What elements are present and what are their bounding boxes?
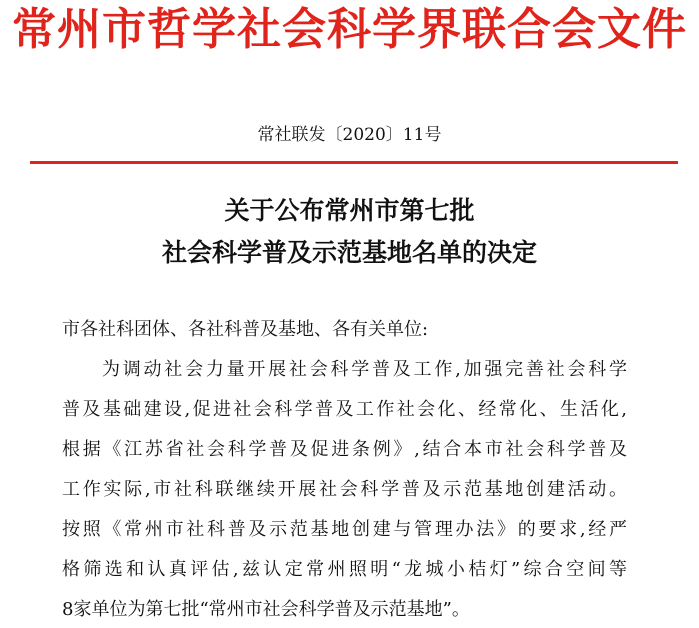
document-masthead: 常州市哲学社会科学界联合会文件 <box>12 4 687 55</box>
document-number: 常社联发〔2020〕11号 <box>257 125 442 145</box>
body-line-7: 8家单位为第七批“常州市社会科学普及示范基地”。 <box>62 599 470 620</box>
document-title-line-1: 关于公布常州市第七批 <box>224 196 475 225</box>
body-line-5: 按照《常州市社科普及示范基地创建与管理办法》的要求,经严 <box>62 519 627 540</box>
salutation: 市各社科团体、各社科普及基地、各有关单位: <box>62 319 429 340</box>
red-divider-line <box>30 161 678 164</box>
body-line-1: 为调动社会力量开展社会科学普及工作,加强完善社会科学 <box>102 359 627 380</box>
body-line-6: 格筛选和认真评估,兹认定常州照明“龙城小桔灯”综合空间等 <box>62 559 627 580</box>
body-line-2: 普及基础建设,促进社会科学普及工作社会化、经常化、生活化, <box>62 399 627 420</box>
body-line-4: 工作实际,市社科联继续开展社会科学普及示范基地创建活动。 <box>62 479 627 500</box>
document-title-line-2: 社会科学普及示范基地名单的决定 <box>161 238 537 267</box>
body-line-3: 根据《江苏省社会科学普及促进条例》,结合本市社会科学普及 <box>62 439 627 460</box>
